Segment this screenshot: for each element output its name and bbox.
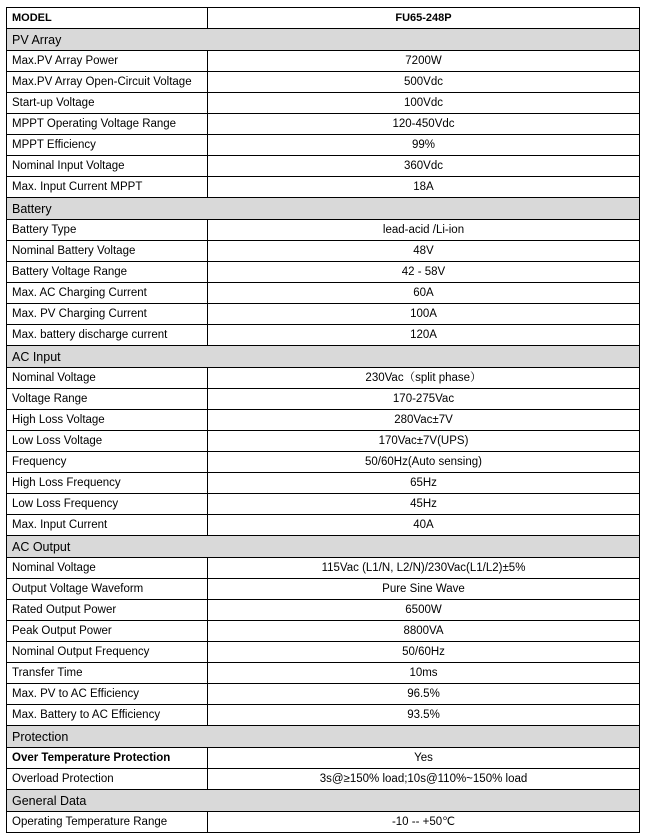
- spec-value: 50/60Hz(Auto sensing): [208, 452, 640, 473]
- spec-label: Max. PV to AC Efficiency: [7, 684, 208, 705]
- section-header-row: [7, 536, 640, 558]
- spec-value: 48V: [208, 241, 640, 262]
- spec-row: [7, 156, 640, 177]
- spec-row: [7, 769, 640, 790]
- spec-value: 3s@≥150% load;10s@110%~150% load: [208, 769, 640, 790]
- spec-value: 10ms: [208, 663, 640, 684]
- spec-label: Low Loss Voltage: [7, 431, 208, 452]
- spec-label: Max. PV Charging Current: [7, 304, 208, 325]
- spec-label: Over Temperature Protection: [7, 748, 208, 769]
- spec-row: [7, 515, 640, 536]
- spec-row: [7, 473, 640, 494]
- section-header-row: [7, 198, 640, 220]
- spec-row: [7, 642, 640, 663]
- spec-value: 60A: [208, 283, 640, 304]
- spec-label: High Loss Frequency: [7, 473, 208, 494]
- spec-row: [7, 600, 640, 621]
- spec-label: Peak Output Power: [7, 621, 208, 642]
- spec-row: [7, 325, 640, 346]
- spec-value: 230Vac（split phase）: [208, 368, 640, 389]
- spec-label: Nominal Battery Voltage: [7, 241, 208, 262]
- section-header-row: [7, 29, 640, 51]
- spec-label: Max. Battery to AC Efficiency: [7, 705, 208, 726]
- spec-label: Max. Input Current MPPT: [7, 177, 208, 198]
- spec-value: Yes: [208, 748, 640, 769]
- spec-row: [7, 431, 640, 452]
- spec-label: Output Voltage Waveform: [7, 579, 208, 600]
- spec-row: [7, 812, 640, 833]
- spec-value: 50/60Hz: [208, 642, 640, 663]
- spec-value: 8800VA: [208, 621, 640, 642]
- spec-row: [7, 579, 640, 600]
- spec-label: MPPT Efficiency: [7, 135, 208, 156]
- spec-value: 170Vac±7V(UPS): [208, 431, 640, 452]
- spec-value: 500Vdc: [208, 72, 640, 93]
- spec-label: Frequency: [7, 452, 208, 473]
- section-title: PV Array: [7, 29, 640, 51]
- spec-label: Operating Temperature Range: [7, 812, 208, 833]
- spec-value: 45Hz: [208, 494, 640, 515]
- spec-label: MPPT Operating Voltage Range: [7, 114, 208, 135]
- spec-row: [7, 558, 640, 579]
- spec-row: [7, 452, 640, 473]
- section-header-row: [7, 790, 640, 812]
- section-title: AC Input: [7, 346, 640, 368]
- spec-value: 40A: [208, 515, 640, 536]
- spec-value: 65Hz: [208, 473, 640, 494]
- spec-label: Nominal Voltage: [7, 368, 208, 389]
- spec-value: 280Vac±7V: [208, 410, 640, 431]
- spec-label: Battery Type: [7, 220, 208, 241]
- spec-value: 100A: [208, 304, 640, 325]
- model-value: FU65-248P: [208, 8, 640, 29]
- spec-label: Max. battery discharge current: [7, 325, 208, 346]
- spec-label: Max. AC Charging Current: [7, 283, 208, 304]
- spec-value: 120-450Vdc: [208, 114, 640, 135]
- spec-label: Start-up Voltage: [7, 93, 208, 114]
- spec-row: [7, 241, 640, 262]
- spec-table: [6, 7, 640, 833]
- spec-row: [7, 262, 640, 283]
- spec-row: [7, 93, 640, 114]
- spec-value: 99%: [208, 135, 640, 156]
- spec-value: lead-acid /Li-ion: [208, 220, 640, 241]
- spec-value: 6500W: [208, 600, 640, 621]
- spec-value: 170-275Vac: [208, 389, 640, 410]
- spec-value: 93.5%: [208, 705, 640, 726]
- spec-row: [7, 72, 640, 93]
- spec-row: [7, 389, 640, 410]
- spec-label: Nominal Input Voltage: [7, 156, 208, 177]
- spec-row: [7, 663, 640, 684]
- spec-row: [7, 220, 640, 241]
- spec-row: [7, 621, 640, 642]
- spec-value: 100Vdc: [208, 93, 640, 114]
- section-title: Battery: [7, 198, 640, 220]
- spec-label: Transfer Time: [7, 663, 208, 684]
- spec-row: [7, 51, 640, 72]
- spec-label: Nominal Voltage: [7, 558, 208, 579]
- spec-row: [7, 748, 640, 769]
- spec-row: [7, 177, 640, 198]
- spec-row: [7, 135, 640, 156]
- spec-label: Overload Protection: [7, 769, 208, 790]
- spec-value: 7200W: [208, 51, 640, 72]
- spec-value: 96.5%: [208, 684, 640, 705]
- spec-value: 120A: [208, 325, 640, 346]
- model-header-row: [7, 8, 640, 29]
- spec-row: [7, 410, 640, 431]
- model-label: MODEL: [7, 8, 208, 29]
- spec-label: Low Loss Frequency: [7, 494, 208, 515]
- section-header-row: [7, 726, 640, 748]
- spec-value: Pure Sine Wave: [208, 579, 640, 600]
- spec-row: [7, 494, 640, 515]
- spec-label: Max.PV Array Power: [7, 51, 208, 72]
- spec-label: High Loss Voltage: [7, 410, 208, 431]
- spec-label: Max. Input Current: [7, 515, 208, 536]
- spec-label: Nominal Output Frequency: [7, 642, 208, 663]
- spec-value: 42 - 58V: [208, 262, 640, 283]
- section-title: General Data: [7, 790, 640, 812]
- section-header-row: [7, 346, 640, 368]
- spec-label: Voltage Range: [7, 389, 208, 410]
- spec-label: Max.PV Array Open-Circuit Voltage: [7, 72, 208, 93]
- spec-value: 115Vac (L1/N, L2/N)/230Vac(L1/L2)±5%: [208, 558, 640, 579]
- spec-row: [7, 114, 640, 135]
- section-title: Protection: [7, 726, 640, 748]
- spec-value: 18A: [208, 177, 640, 198]
- spec-row: [7, 684, 640, 705]
- spec-value: -10 -- +50℃: [208, 812, 640, 833]
- spec-row: [7, 283, 640, 304]
- section-title: AC Output: [7, 536, 640, 558]
- spec-label: Battery Voltage Range: [7, 262, 208, 283]
- spec-row: [7, 705, 640, 726]
- spec-table-body: [7, 8, 640, 833]
- spec-row: [7, 368, 640, 389]
- spec-row: [7, 304, 640, 325]
- spec-label: Rated Output Power: [7, 600, 208, 621]
- spec-value: 360Vdc: [208, 156, 640, 177]
